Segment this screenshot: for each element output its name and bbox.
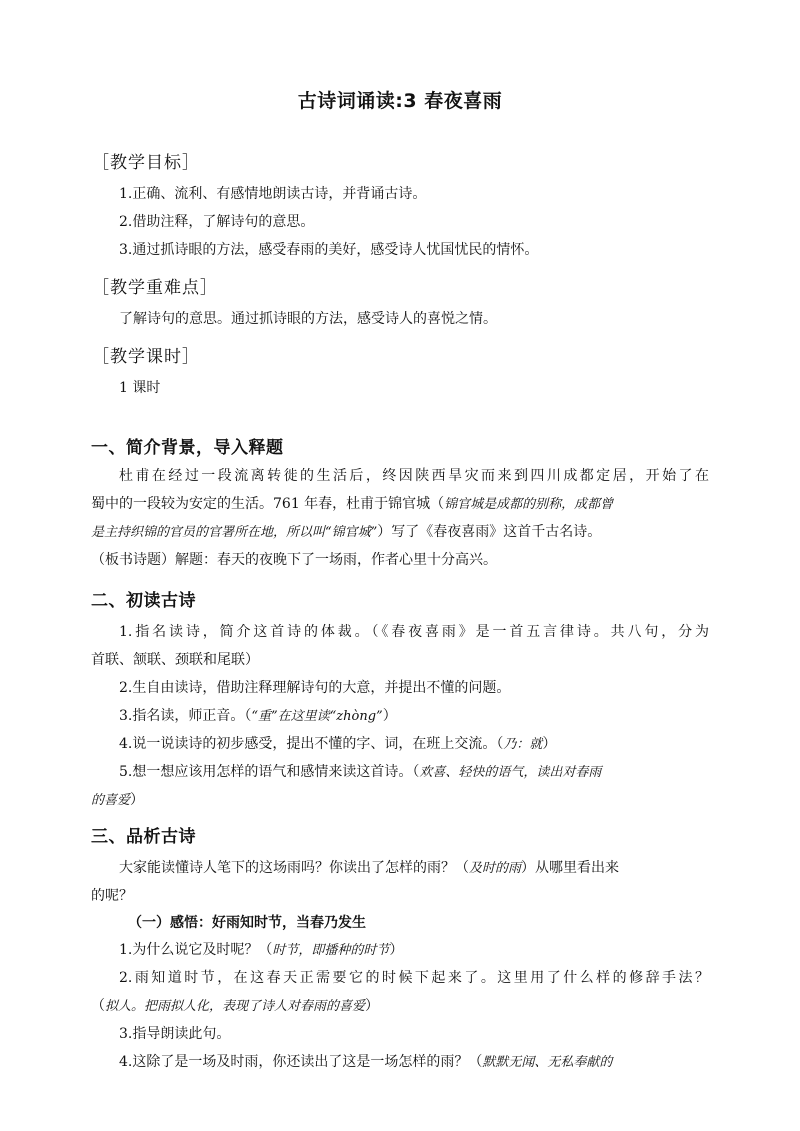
list-item: 5.想一想应该用怎样的语气和感情来读这首诗。（欢喜、轻快的语气，读出对春雨 bbox=[119, 764, 602, 780]
paragraph-line: 的呢？ bbox=[91, 888, 133, 904]
list-item-cont: （拟人。把雨拟人化，表现了诗人对春雨的喜爱） bbox=[91, 998, 380, 1014]
annotation-note: 拟人。把雨拟人化，表现了诗人对春雨的喜爱 bbox=[105, 999, 366, 1014]
list-item-cont: 首联、颔联、颈联和尾联） bbox=[91, 652, 259, 668]
list-item: 2.生自由读诗，借助注释理解诗句的大意，并提出不懂的问题。 bbox=[119, 680, 511, 696]
annotation-note: 时节，即播种的时节 bbox=[272, 943, 390, 958]
list-item: 4.这除了是一场及时雨，你还读出了这是一场怎样的雨？（默默无闻、无私奉献的 bbox=[119, 1054, 613, 1070]
paragraph-line: 蜀中的一段较为安定的生活。761 年春，杜甫于锦官城（锦官城是成都的别称，成都曾 bbox=[91, 496, 614, 512]
annotation-note: 是主持织锦的官员的官署所在地，所以叫“锦官城” bbox=[91, 525, 378, 540]
annotation-note: 默默无闻、无私奉献的 bbox=[482, 1055, 613, 1070]
part1-heading: 一、简介背景，导入释题 bbox=[91, 438, 284, 458]
paragraph-line: 大家能读懂诗人笔下的这场雨吗？你读出了怎样的雨？（及时的雨）从哪里看出来 bbox=[119, 860, 620, 876]
annotation-note: 锦官城是成都的别称，成都曾 bbox=[444, 497, 614, 512]
keypoints-text: 了解诗句的意思。通过抓诗眼的方法，感受诗人的喜悦之情。 bbox=[119, 311, 497, 327]
objective-item: 1.正确、流利、有感情地朗读古诗，并背诵古诗。 bbox=[119, 186, 427, 202]
paragraph-line: 是主持织锦的官员的官署所在地，所以叫“锦官城”）写了《春夜喜雨》这首千古名诗。 bbox=[91, 524, 602, 540]
list-item: 3.指导朗读此句。 bbox=[119, 1026, 231, 1042]
part2-heading: 二、初读古诗 bbox=[91, 591, 196, 611]
list-item: 1.指名读诗，简介这首诗的体裁。（《春夜喜雨》是一首五言律诗。共八句，分为 bbox=[119, 624, 709, 640]
list-item: 2.雨知道时节，在这春天正需要它的时候下起来了。这里用了什么样的修辞手法？ bbox=[119, 970, 709, 986]
objective-item: 2.借助注释，了解诗句的意思。 bbox=[119, 214, 315, 230]
keypoints-heading: ［教学重难点］ bbox=[92, 278, 218, 298]
list-item-cont: 的喜爱） bbox=[91, 792, 145, 808]
objectives-heading: ［教学目标］ bbox=[92, 153, 200, 173]
annotation-note: 的喜爱 bbox=[91, 793, 131, 808]
annotation-note: “重”在这里读“zhòng” bbox=[251, 709, 383, 724]
subsection-heading: （一）感悟：好雨知时节，当春乃发生 bbox=[128, 915, 366, 931]
period-text: 1 课时 bbox=[119, 380, 161, 396]
annotation-note: 欢喜、轻快的语气，读出对春雨 bbox=[419, 765, 602, 780]
objective-item: 3.通过抓诗眼的方法，感受春雨的美好，感受诗人忧国忧民的情怀。 bbox=[119, 242, 539, 258]
annotation-note: 及时的雨 bbox=[469, 861, 522, 876]
list-item: 1.为什么说它及时呢？（时节，即播种的时节） bbox=[119, 942, 404, 958]
part3-heading: 三、品析古诗 bbox=[91, 827, 196, 847]
paragraph-line: 杜甫在经过一段流离转徙的生活后，终因陕西旱灾而来到四川成都定居，开始了在 bbox=[119, 468, 709, 484]
paragraph-line: （板书诗题）解题：春天的夜晚下了一场雨，作者心里十分高兴。 bbox=[91, 552, 497, 568]
list-item: 4.说一说读诗的初步感受，提出不懂的字、词，在班上交流。（乃：就） bbox=[119, 736, 557, 752]
list-item: 3.指名读，师正音。（“重”在这里读“zhòng”） bbox=[119, 708, 397, 724]
annotation-note: 乃：就 bbox=[503, 737, 543, 752]
page-title: 古诗词诵读:3 春夜喜雨 bbox=[297, 90, 503, 112]
period-heading: ［教学课时］ bbox=[92, 347, 200, 367]
